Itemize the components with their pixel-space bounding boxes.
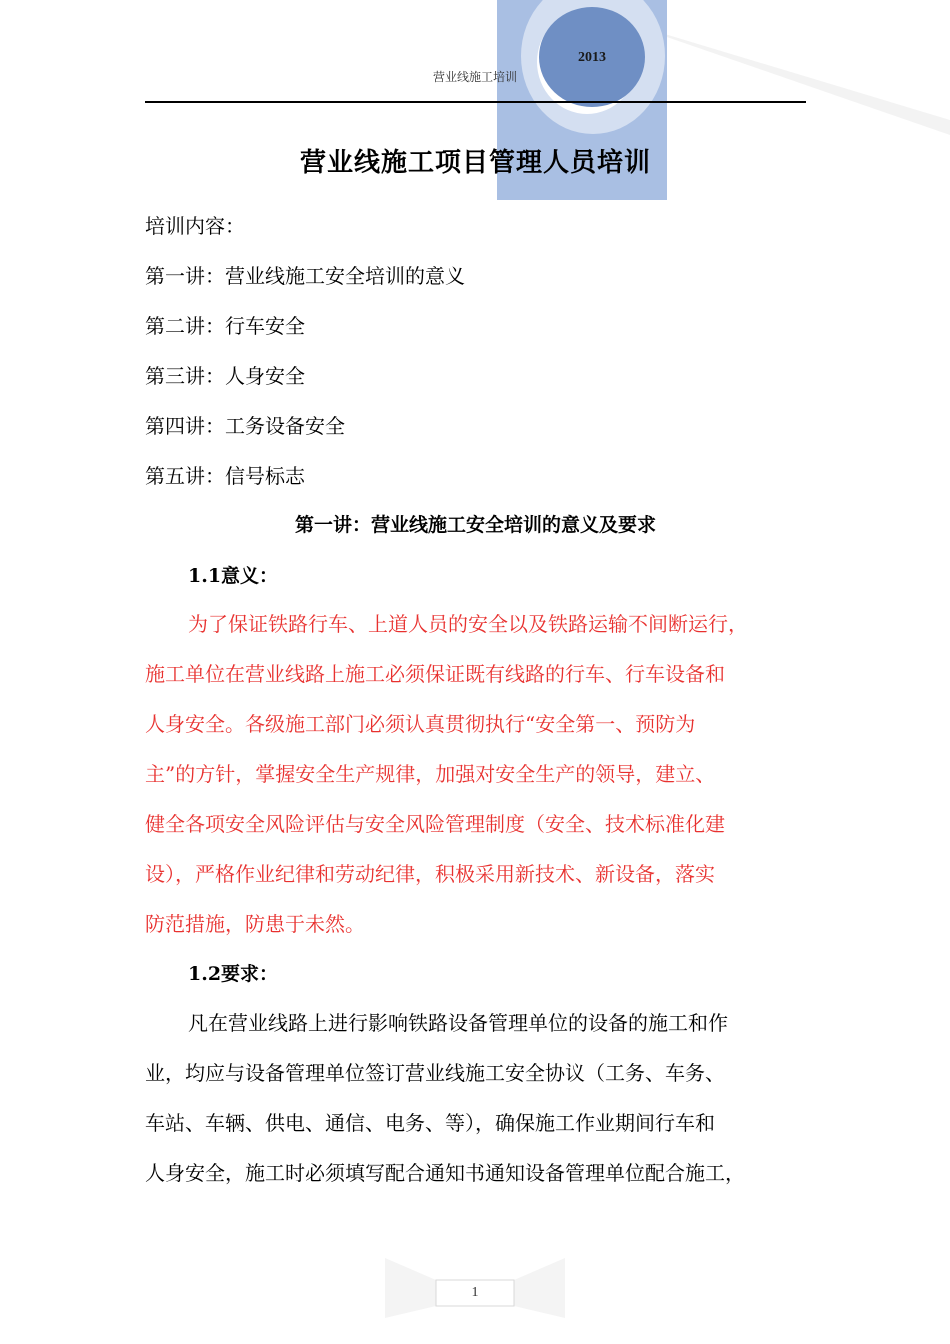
requirements-line-2: 业，均应与设备管理单位签订营业线施工安全协议（工务、车务、 <box>145 1061 725 1085</box>
header-year: 2013 <box>578 50 606 65</box>
meaning-line-3: 人身安全。各级施工部门必须认真贯彻执行“安全第一、预防为 <box>145 712 696 736</box>
header-decoration <box>0 0 950 220</box>
requirements-line-4: 人身安全，施工时必须填写配合通知书通知设备管理单位配合施工， <box>145 1161 745 1185</box>
meaning-line-5: 健全各项安全风险评估与安全风险管理制度（安全、技术标准化建 <box>145 812 725 836</box>
toc-item-2: 第二讲：行车安全 <box>145 314 305 338</box>
meaning-line-6: 设），严格作业纪律和劳动纪律，积极采用新技术、新设备，落实 <box>145 862 715 886</box>
document-title: 营业线施工项目管理人员培训 <box>299 148 651 178</box>
requirements-line-1: 凡在营业线路上进行影响铁路设备管理单位的设备的施工和作 <box>188 1011 728 1035</box>
meaning-line-2: 施工单位在营业线路上施工必须保证既有线路的行车、行车设备和 <box>145 662 725 686</box>
toc-label: 培训内容： <box>145 214 245 238</box>
toc-item-4: 第四讲：工务设备安全 <box>145 414 345 438</box>
toc-item-1: 第一讲：营业线施工安全培训的意义 <box>145 264 465 288</box>
requirements-heading: 1.2要求： <box>188 963 279 985</box>
header-title: 营业线施工培训 <box>432 70 517 84</box>
meaning-line-1: 为了保证铁路行车、上道人员的安全以及铁路运输不间断运行， <box>188 612 748 636</box>
footer-right-wing <box>514 1258 565 1318</box>
section-heading: 第一讲：营业线施工安全培训的意义及要求 <box>294 514 656 536</box>
meaning-line-7: 防范措施，防患于未然。 <box>145 912 365 936</box>
header-divider <box>145 101 806 103</box>
toc-item-5: 第五讲：信号标志 <box>145 464 305 488</box>
requirements-line-3: 车站、车辆、供电、通信、电务、等），确保施工作业期间行车和 <box>145 1111 715 1135</box>
page-number: 1 <box>471 1285 479 1300</box>
meaning-heading: 1.1意义： <box>188 565 279 587</box>
footer-left-wing <box>385 1258 436 1318</box>
toc-item-3: 第三讲：人身安全 <box>145 364 305 388</box>
meaning-line-4: 主”的方针，掌握安全生产规律，加强对安全生产的领导，建立、 <box>145 762 716 786</box>
